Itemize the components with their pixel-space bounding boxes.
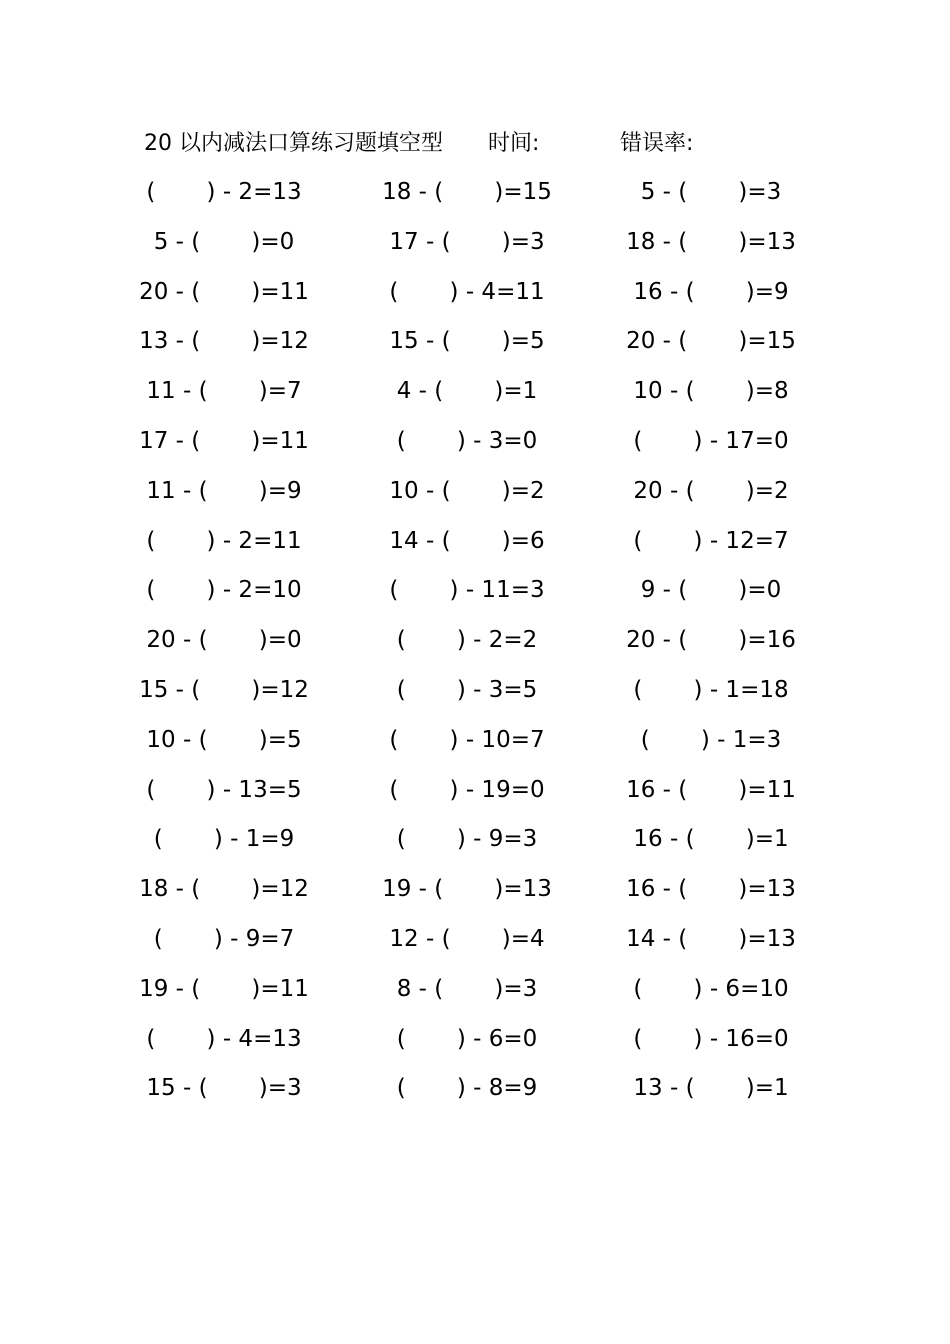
worksheet-title: 20 以内减法口算练习题填空型 (144, 131, 443, 156)
problem-row (0, 819, 950, 869)
problem-cell: 20 - ( )=16 (626, 627, 796, 654)
problem-cell: 18 - ( )=13 (626, 228, 796, 255)
problem-cell: 16 - ( )=1 (633, 826, 789, 853)
problem-row (0, 770, 950, 820)
problem-cell: 5 - ( )=3 (640, 179, 782, 205)
problem-row (0, 371, 950, 421)
problem-cell: ( ) - 2=11 (146, 527, 302, 554)
problem-cell: ( ) - 17=0 (633, 427, 789, 454)
worksheet-header (0, 126, 950, 162)
problem-cell: ( ) - 1=3 (640, 726, 782, 753)
problem-cell: ( ) - 16=0 (633, 1025, 789, 1052)
problem-cell: ( ) - 10=7 (389, 726, 545, 753)
problem-row (0, 919, 950, 969)
problem-row (0, 620, 950, 670)
problem-cell: 20 - ( )=0 (146, 627, 302, 654)
problem-cell: 11 - ( )=9 (146, 477, 302, 504)
problem-row (0, 521, 950, 571)
problem-cell: 4 - ( )=1 (396, 378, 538, 405)
problem-cell: ( ) - 6=0 (396, 1025, 538, 1052)
problem-cell: ( ) - 3=5 (396, 676, 538, 703)
problem-cell: 17 - ( )=3 (389, 228, 545, 255)
problem-row (0, 969, 950, 1019)
problem-grid (0, 172, 950, 1118)
problem-row (0, 321, 950, 371)
problem-cell: 15 - ( )=12 (139, 676, 309, 703)
problem-row (0, 172, 950, 222)
problem-cell: 10 - ( )=8 (633, 378, 789, 405)
problem-cell: ( ) - 9=3 (396, 826, 538, 853)
problem-cell: ( ) - 8=9 (396, 1075, 538, 1102)
problem-cell: 15 - ( )=5 (389, 328, 545, 355)
problem-cell: 10 - ( )=2 (389, 477, 545, 504)
problem-cell: 5 - ( )=0 (153, 228, 295, 255)
problem-cell: 20 - ( )=11 (139, 278, 309, 305)
problem-cell: 8 - ( )=3 (396, 975, 538, 1002)
problem-cell: ( ) - 13=5 (146, 776, 302, 803)
problem-row (0, 670, 950, 720)
problem-cell: ( ) - 19=0 (389, 776, 545, 803)
problem-cell: 14 - ( )=13 (626, 925, 796, 952)
problem-cell: 9 - ( )=0 (640, 577, 782, 604)
problem-row (0, 720, 950, 770)
time-label: 时间: (488, 131, 540, 156)
problem-cell: 20 - ( )=15 (626, 328, 796, 355)
problem-cell: 13 - ( )=12 (139, 328, 309, 355)
problem-row (0, 869, 950, 919)
problem-cell: 20 - ( )=2 (633, 477, 789, 504)
problem-row (0, 272, 950, 322)
problem-cell: ( ) - 4=11 (389, 278, 545, 305)
problem-cell: ( ) - 1=18 (633, 676, 789, 703)
problem-row (0, 570, 950, 620)
problem-cell: 16 - ( )=11 (626, 776, 796, 803)
problem-cell: ( ) - 3=0 (396, 427, 538, 454)
problem-cell: 19 - ( )=11 (139, 975, 309, 1002)
problem-row (0, 1019, 950, 1069)
problem-cell: ( ) - 2=10 (146, 577, 302, 604)
error-rate-label: 错误率: (620, 131, 694, 156)
problem-cell: 19 - ( )=13 (382, 876, 552, 903)
problem-cell: 13 - ( )=1 (633, 1075, 789, 1102)
problem-cell: ( ) - 6=10 (633, 975, 789, 1002)
problem-cell: ( ) - 9=7 (153, 925, 295, 952)
problem-cell: ( ) - 1=9 (153, 826, 295, 853)
problem-cell: 10 - ( )=5 (146, 726, 302, 753)
problem-row (0, 222, 950, 272)
problem-cell: ( ) - 2=13 (146, 179, 302, 205)
problem-cell: ( ) - 11=3 (389, 577, 545, 604)
problem-row (0, 471, 950, 521)
problem-cell: ( ) - 2=2 (396, 627, 538, 654)
problem-cell: 17 - ( )=11 (139, 427, 309, 454)
problem-cell: 18 - ( )=12 (139, 876, 309, 903)
problem-cell: 16 - ( )=13 (626, 876, 796, 903)
problem-cell: ( ) - 12=7 (633, 527, 789, 554)
problem-cell: 16 - ( )=9 (633, 278, 789, 305)
problem-cell: 14 - ( )=6 (389, 527, 545, 554)
problem-cell: 18 - ( )=15 (382, 179, 552, 205)
problem-cell: ( ) - 4=13 (146, 1025, 302, 1052)
problem-row (0, 421, 950, 471)
problem-row (0, 1068, 950, 1118)
problem-cell: 12 - ( )=4 (389, 925, 545, 952)
problem-cell: 11 - ( )=7 (146, 378, 302, 405)
problem-cell: 15 - ( )=3 (146, 1075, 302, 1102)
